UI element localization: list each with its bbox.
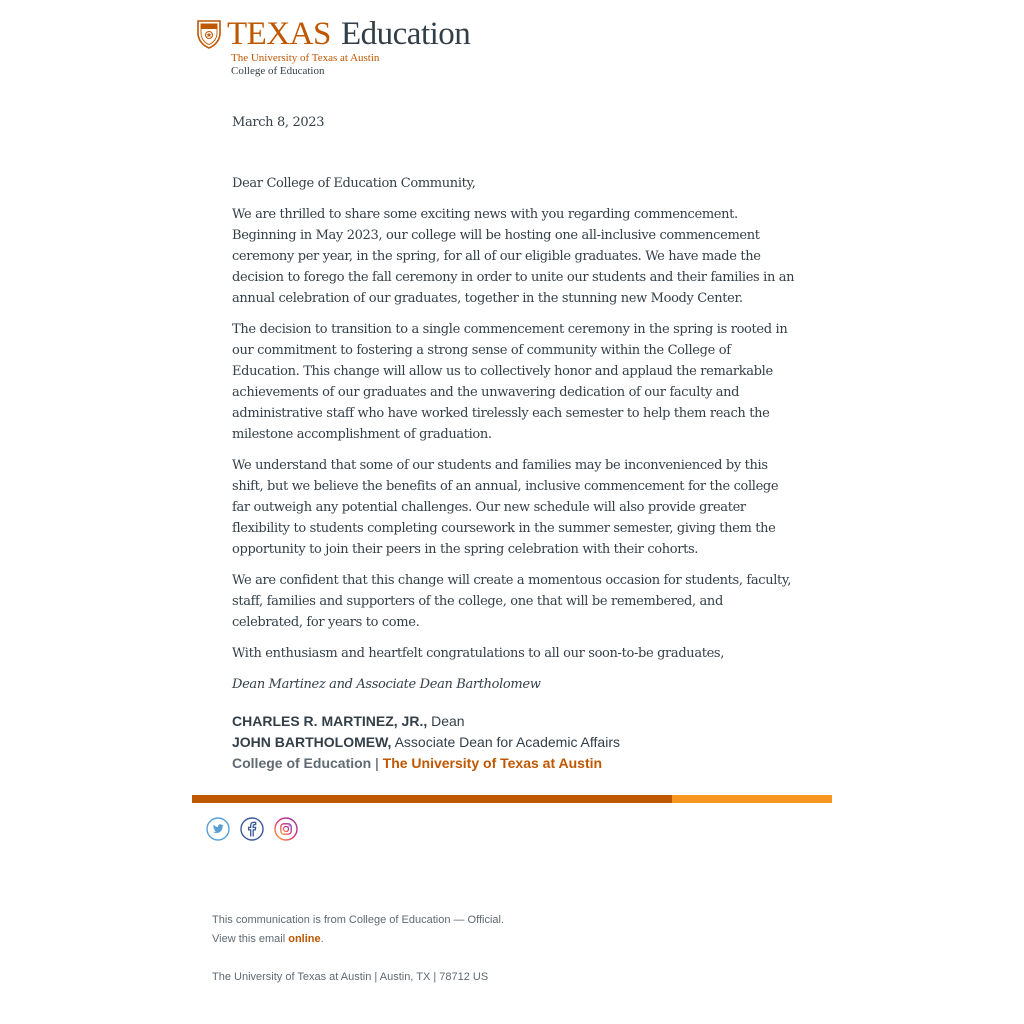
twitter-link[interactable]: [206, 817, 230, 841]
dean-name: CHARLES R. MARTINEZ, JR.,: [232, 713, 428, 729]
footer: [212, 911, 812, 987]
color-bar-orange: [192, 795, 672, 803]
signature-associate-dean: [232, 732, 796, 753]
closing: With enthusiasm and heartfelt congratulations to all our soon-to-be graduates,: [232, 646, 725, 661]
affiliation-separator: |: [371, 755, 383, 771]
facebook-icon: [240, 817, 264, 841]
paragraph-2: The decision to transition to a single commencement ceremony in the spring is rooted in our commitment to fostering a strong sense of community within the College of Education. This change will allow us to collectively honor and applaud the remarkable achievements of our graduates and the unwavering dedication of our faculty and administrative staff who have worked tirelessly each semester to help them reach the milestone accomplishment of graduation.: [232, 322, 788, 442]
paragraph-3: We understand that some of our students and families may be inconvenienced by this shift, but we believe the benefits of an annual, inclusive commencement for the college far outweigh any potential challenges. Our new schedule will also provide greater flexibility to students completing coursework in the summer semester, giving them the opportunity to join their peers in the spring celebration with their cohorts.: [232, 458, 779, 557]
instagram-link[interactable]: [274, 817, 298, 841]
paragraph-1: We are thrilled to share some exciting news with you regarding commencement. Beginning in May 2023, our college will be hosting one all-inclusive commencement ceremony per year, in the spring, for all of our eligible graduates. We have made the decision to forego the fall ceremony in order to unite our students and their families in an annual celebration of our graduates, together in the stunning new Moody Center.: [232, 207, 795, 306]
paragraph-4: We are confident that this change will create a momentous occasion for students, faculty, staff, families and supporters of the college, one that will be remembered, and celebrated, for years to come.: [232, 573, 791, 630]
salutation: Dear College of Education Community,: [232, 176, 476, 191]
twitter-icon: [206, 817, 230, 841]
texas-education-logo[interactable]: [196, 16, 506, 80]
footer-view-suffix: .: [320, 933, 324, 945]
letter-body: [232, 112, 796, 774]
signature-affiliation: [232, 753, 796, 774]
color-bar-light-orange: [672, 795, 832, 803]
footer-view-online: [212, 930, 812, 949]
social-links: [206, 817, 298, 841]
logo-texas-wordmark: TEXAS: [227, 16, 331, 52]
signature-dean: [232, 711, 796, 732]
color-bar: [192, 795, 832, 803]
letter-date: March 8, 2023: [232, 115, 325, 130]
signature-italic: Dean Martinez and Associate Dean Bartholomew: [232, 677, 541, 692]
ut-seal-icon: [196, 19, 222, 49]
signature-block: [232, 711, 796, 774]
logo-education-wordmark: Education: [341, 16, 471, 52]
associate-dean-title: Associate Dean for Academic Affairs: [391, 734, 620, 750]
college-name: College of Education: [232, 755, 372, 771]
associate-dean-name: JOHN BARTHOLOMEW,: [232, 734, 392, 750]
logo-university-name: The University of Texas at Austin: [231, 52, 380, 64]
footer-address: The University of Texas at Austin | Austin, TX | 78712 US: [212, 971, 489, 983]
dean-title: Dean: [427, 713, 465, 729]
footer-official-notice: This communication is from College of Education — Official.: [212, 914, 505, 926]
instagram-icon: [274, 817, 298, 841]
facebook-link[interactable]: [240, 817, 264, 841]
footer-view-prefix: View this email: [212, 933, 289, 945]
view-online-link[interactable]: online: [288, 933, 321, 945]
logo-college-name: College of Education: [231, 65, 325, 77]
university-link[interactable]: The University of Texas at Austin: [382, 755, 603, 771]
